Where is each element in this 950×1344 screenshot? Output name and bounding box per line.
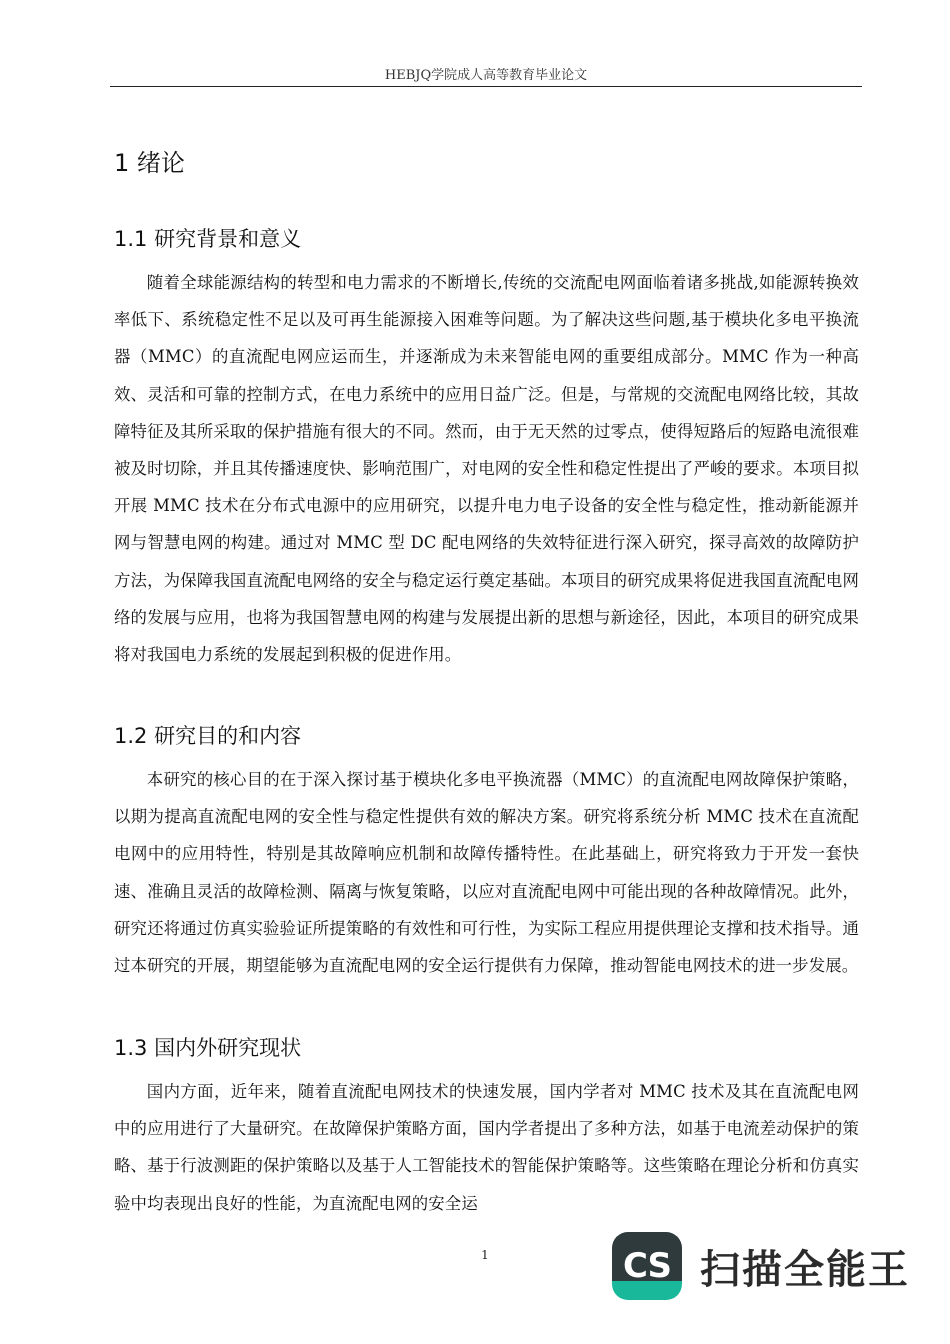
page-header: HEBJQ学院成人高等教育毕业论文 bbox=[384, 68, 588, 83]
section-paragraph-1-3: 国内方面，近年来，随着直流配电网技术的快速发展，国内学者对 MMC 技术及其在直流配电网中的应用进行了大量研究。在故障保护策略方面，国内学者提出了多种方法，如基于电流差动保护的策略、基于行波测距的保护策略以及基于人工智能技术的智能保护策略等。这些策略在理论分析和仿真实验中均表现出良好的性能，为直流配电网的安全运 bbox=[114, 1082, 859, 1213]
watermark-app-name: 扫描全能王 bbox=[700, 1246, 910, 1293]
chapter-title: 1 绪论 bbox=[114, 149, 185, 177]
camscanner-logo-icon: CS bbox=[612, 1232, 682, 1300]
section-title-1-1: 1.1 研究背景和意义 bbox=[114, 227, 302, 251]
section-title-1-2: 1.2 研究目的和内容 bbox=[114, 724, 302, 748]
section-paragraph-1-2: 本研究的核心目的在于深入探讨基于模块化多电平换流器（MMC）的直流配电网故障保护策略，以期为提高直流配电网的安全性与稳定性提供有效的解决方案。研究将系统分析 MMC 技术在直流配电网中的应用特性，特别是其故障响应机制和故障传播特性。在此基础上，研究将致力于开发一套快速、准确且灵活的故障检测、隔离与恢复策略，以应对直流配电网中可能出现的各种故障情况。此外，研究还将通过仿真实验验证所提策略的有效性和可行性，为实际工程应用提供理论支撑和技术指导。通过本研究的开展，期望能够为直流配电网的安全运行提供有力保障，推动智能电网技术的进一步发展。 bbox=[114, 770, 859, 976]
scanner-watermark bbox=[612, 1230, 912, 1302]
section-paragraph-1-1: 随着全球能源结构的转型和电力需求的不断增长,传统的交流配电网面临着诸多挑战,如能源转换效率低下、系统稳定性不足以及可再生能源接入困难等问题。为了解决这些问题,基于模块化多电平换流器（MMC）的直流配电网应运而生，并逐渐成为未来智能电网的重要组成部分。MMC 作为一种高效、灵活和可靠的控制方式，在电力系统中的应用日益广泛。但是，与常规的交流配电网络比较，其故障特征及其所采取的保护措施有很大的不同。然而，由于无天然的过零点，使得短路后的短路电流很难被及时切除，并且其传播速度快、影响范围广，对电网的安全性和稳定性提出了严峻的要求。本项目拟开展 MMC 技术在分布式电源中的应用研究，以提升电力电子设备的安全性与稳定性，推动新能源并网与智慧电网的构建。通过对 MMC 型 DC 配电网络的失效特征进行深入研究，探寻高效的故障防护方法，为保障我国直流配电网络的安全与稳定运行奠定基础。本项目的研究成果将促进我国直流配电网络的发展与应用，也将为我国智慧电网的构建与发展提出新的思想与新途径，因此，本项目的研究成果将对我国电力系统的发展起到积极的促进作用。 bbox=[114, 273, 859, 665]
header-divider bbox=[110, 86, 862, 87]
page-number: 1 bbox=[481, 1248, 489, 1262]
section-title-1-3: 1.3 国内外研究现状 bbox=[114, 1036, 302, 1060]
